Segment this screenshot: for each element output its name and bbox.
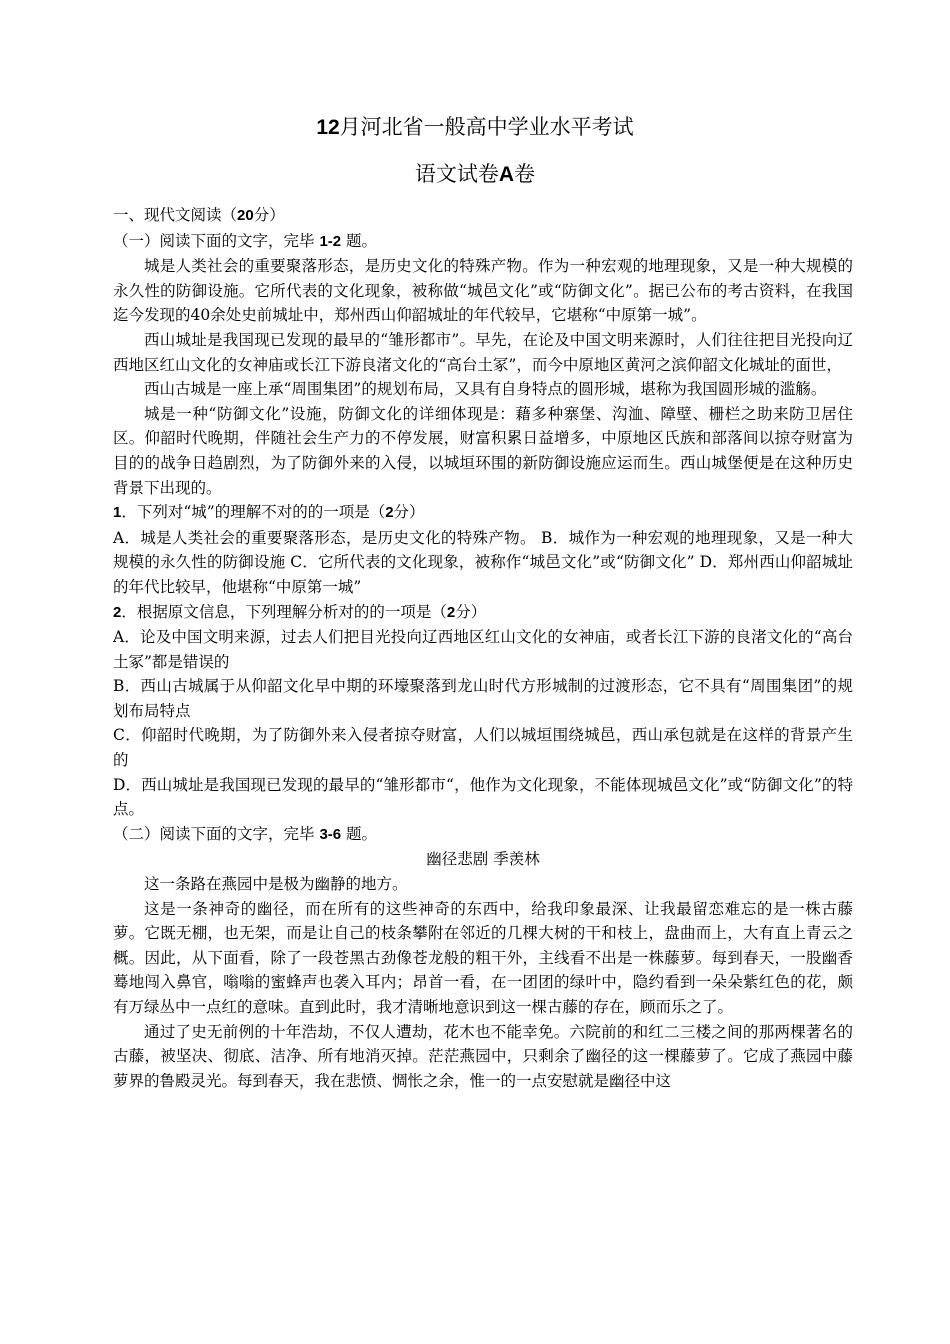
part2-range: 3-6	[319, 825, 342, 843]
part1-instruction	[113, 229, 853, 255]
page-subtitle	[0, 160, 950, 189]
question-2-option-a: A．论及中国文明来源，过去人们把目光投向辽西地区红山文化的女神庙，或者长江下游的良渚文化的“高台土冢”都是错误的	[113, 628, 853, 671]
question-2-number: 2	[113, 603, 122, 621]
part2-instruction-text: （二）阅读下面的文字，完毕	[113, 824, 320, 843]
subtitle-paper-letter: A	[498, 163, 515, 186]
question-2-end: 分）	[455, 602, 487, 621]
subtitle-post: 卷	[514, 162, 536, 186]
question-2	[113, 600, 853, 626]
part1-instruction-text: （一）阅读下面的文字，完毕	[113, 231, 320, 250]
question-2-option-b: B．西山古城属于从仰韶文化早中期的环壕聚落到龙山时代方形城制的过渡形态，它不具有“周围集团”的规划布局特点	[113, 677, 853, 720]
section-heading-end: 分）	[253, 206, 285, 224]
title-text: 月河北省一般高中学业水平考试	[339, 115, 634, 139]
subtitle-pre: 语文试卷	[414, 162, 499, 186]
part2-instruction-end: 题。	[341, 824, 378, 843]
essay-paragraph: 这是一条神奇的幽径，而在所有的这些神奇的东西中，给我印象最深、让我最留恋难忘的是一株古藤萝。它既无棚，也无架，而是让自己的枝条攀附在邻近的几棵大树的干和枝上，盘曲而上，大有直上青云之概。因此，从下面看，除了一段苍黑古劲像苍龙般的粗干外，主线看不出是一株藤萝。每到春天，一股幽香蓦地闯入鼻官，嗡嗡的蜜蜂声也袭入耳内；昂首一看，在一团团的绿叶中，隐约看到一朵朵紫红色的花，颇有万绿丛中一点红的意味。直到此时，我才清晰地意识到这一棵古藤的存在，顾而乐之了。	[113, 899, 853, 1016]
essay-title: 幽径悲剧 季羡林	[426, 850, 540, 869]
question-1-number: 1	[113, 504, 122, 522]
section-score: 20	[237, 207, 254, 224]
question-1-options: A．城是人类社会的重要聚落形态，是历史文化的特殊产物。 B．城作为一种宏观的地理现象，又是一种大规模的永久性的防御设施 C．它所代表的文化现象，被称作“城邑文化”或“防御文化” D．郑州西山仰韶城址的年代比较早，他堪称“中原第一城”	[113, 528, 853, 596]
passage-paragraph: 城是一种“防御文化”设施，防御文化的详细体现是：藉多种寨堡、沟洫、障壁、栅栏之助来防卫居住区。仰韶时代晚期，伴随社会生产力的不停发展，财富积累日益增多，中原地区氏族和部落间以掠夺财富为目的的战争日趋剧烈，为了防御外来的入侵，以城垣环围的新防御设施应运而生。西山城堡便是在这种历史背景下出现的。	[113, 404, 853, 497]
question-2-score: 2	[446, 603, 456, 621]
question-2-text: ．根据原文信息，下列理解分析对的的一项是（	[121, 602, 447, 621]
section-heading	[113, 203, 853, 229]
part1-range: 1-2	[319, 232, 342, 250]
exam-body	[113, 203, 853, 1093]
question-2-option-d: D．西山城址是我国现已发现的最早的“雏形都市“，他作为文化现象，不能体现城邑文化”或“防御文化”的特点。	[113, 775, 853, 819]
question-1	[113, 500, 853, 526]
passage-paragraph: 西山城址是我国现已发现的最早的“雏形都市”。早先，在论及中国文明来源时，人们往往把目光投向辽西地区红山文化的女神庙或长江下游良渚文化的“高台土冢”，而今中原地区黄河之滨仰韶文化城址的面世，	[113, 330, 853, 374]
passage-paragraph: 城是人类社会的重要聚落形态，是历史文化的特殊产物。作为一种宏观的地理现象，又是一种大规模的永久性的防御设施。它所代表的文化现象，被称做“城邑文化”或“防御文化”。据已公布的考古资料，在我国迄今发现的40余处史前城址中，郑州西山仰韶城址的年代较早，它堪称“中原第一城”。	[113, 257, 853, 325]
part2-instruction	[113, 822, 853, 848]
question-1-end: 分）	[393, 503, 425, 522]
essay-paragraph: 通过了史无前例的十年浩劫，不仅人遭劫，花木也不能幸免。六院前的和红二三楼之间的那两棵著名的古藤，被坚决、彻底、洁净、所有地消灭掉。茫茫燕园中，只剩余了幽径的这一棵藤萝了。它成了燕园中藤萝界的鲁殿灵光。每到春天，我在悲愤、惆怅之余，惟一的一点安慰就是幽径中这	[113, 1022, 853, 1090]
question-1-text: ．下列对“城”的理解不对的的一项是（	[121, 503, 386, 522]
question-2-option-c: C．仰韶时代晚期，为了防御外来入侵者掠夺财富，人们以城垣围绕城邑，西山承包就是在这样的背景产生的	[113, 726, 853, 770]
title-number: 12	[316, 116, 340, 139]
question-1-score: 2	[385, 504, 394, 522]
section-heading-text: 一、现代文阅读（	[113, 206, 238, 224]
passage-paragraph: 西山古城是一座上承“周围集团”的规划布局，又具有自身特点的圆形城，堪称为我国圆形城的滥觞。	[144, 380, 827, 399]
part1-instruction-end: 题。	[341, 231, 378, 250]
page-title	[0, 113, 950, 142]
essay-paragraph: 这一条路在燕园中是极为幽静的地方。	[144, 875, 408, 894]
